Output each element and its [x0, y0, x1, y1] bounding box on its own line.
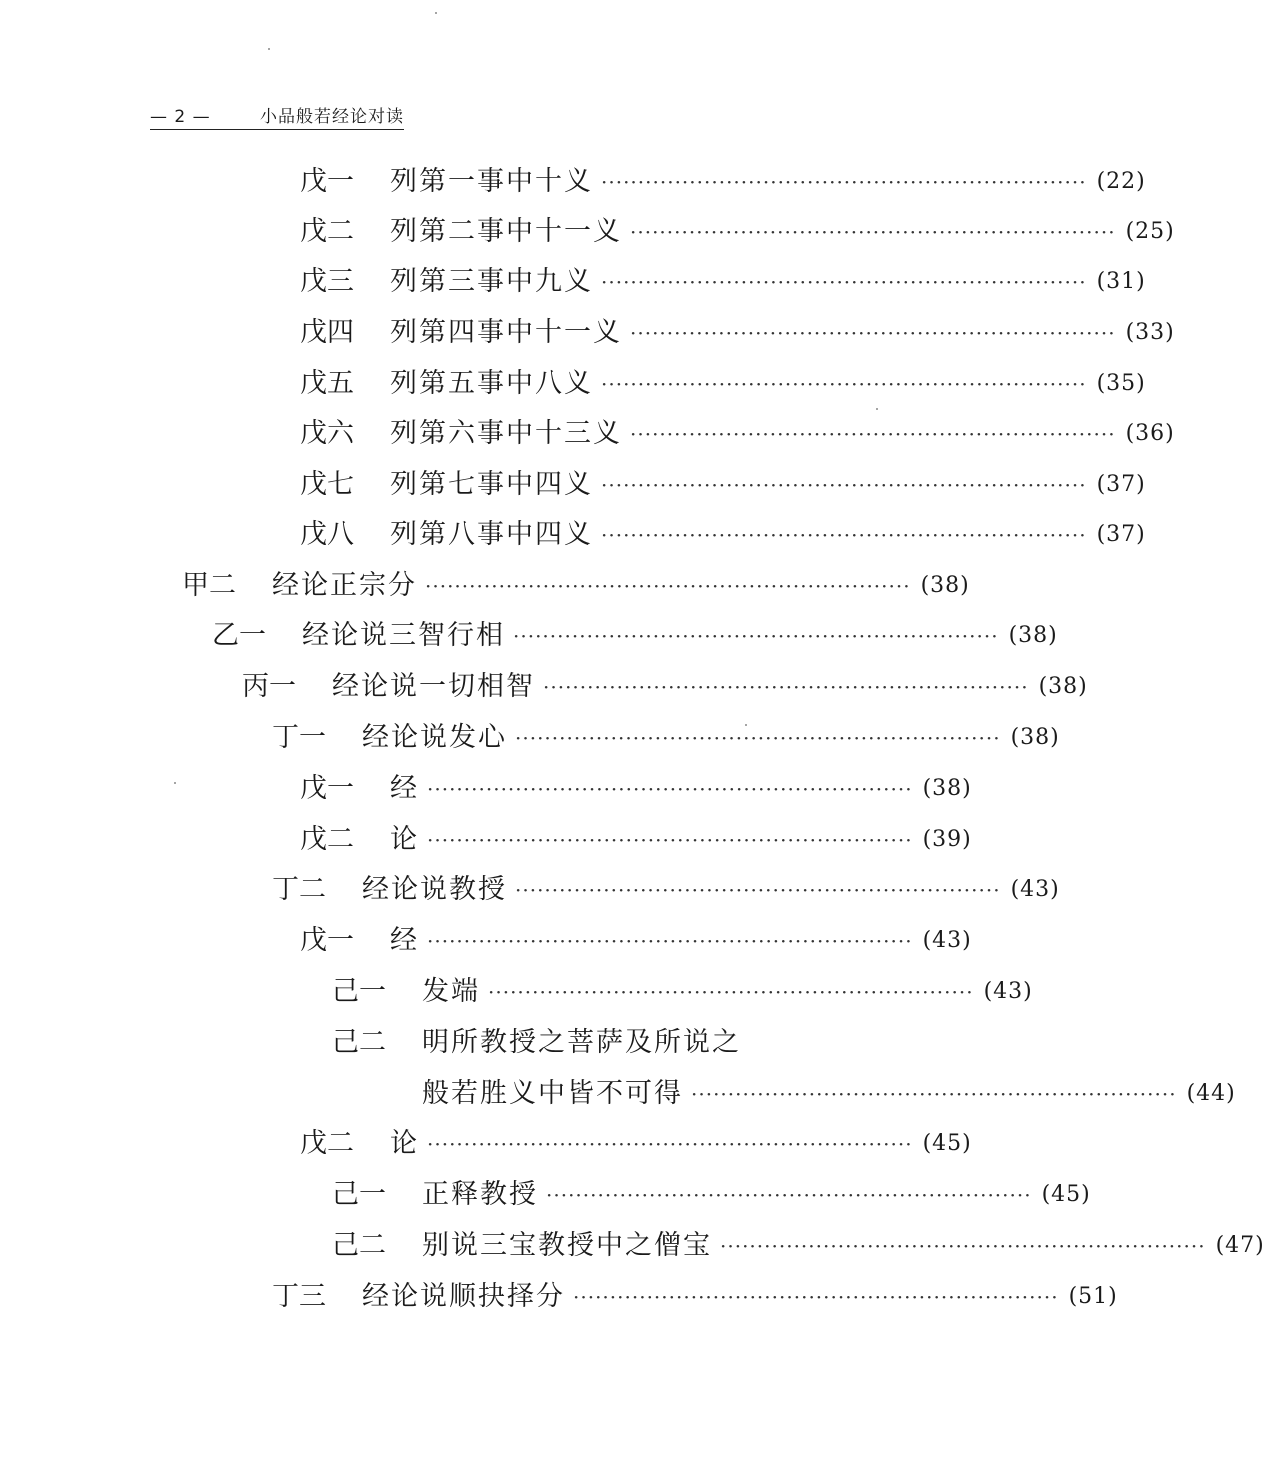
leader-dots: ·································································· [515, 726, 1001, 750]
toc-entry[interactable] [0, 1074, 1236, 1114]
toc-entry-page: (38) [1008, 623, 1058, 648]
toc-entry-page: (45) [922, 1131, 972, 1156]
toc-entry-page: (33) [1125, 320, 1175, 345]
scan-speck [268, 48, 270, 50]
toc-entry[interactable] [0, 262, 1146, 302]
toc-entry-label: 己二 [332, 1230, 386, 1261]
toc-entry[interactable] [0, 212, 1175, 252]
toc-entry-label: 戊七 [300, 469, 354, 500]
toc-entry-title: 列第七事中四义 [390, 469, 593, 500]
toc-entry[interactable] [0, 718, 1060, 758]
toc-entry[interactable] [0, 465, 1146, 505]
toc-entry-label: 己一 [332, 1179, 386, 1210]
toc-entry-label: 丁二 [272, 874, 326, 905]
toc-entry-title: 列第二事中十一义 [390, 216, 622, 247]
toc-entry-page: (36) [1125, 421, 1175, 446]
toc-entry-title: 列第六事中十三义 [390, 418, 622, 449]
scan-speck [435, 12, 437, 14]
toc-entry-page: (51) [1068, 1284, 1118, 1309]
toc-entry-title: 列第一事中十义 [390, 166, 593, 197]
toc-entry-label: 戊二 [300, 824, 354, 855]
toc-entry-page: (25) [1125, 219, 1175, 244]
toc-entry-label: 丁三 [272, 1281, 326, 1312]
toc-entry-title: 列第三事中九义 [390, 266, 593, 297]
leader-dots: ·································································· [427, 777, 913, 801]
toc-entry-label: 己一 [332, 976, 386, 1007]
toc-entry-label: 丁一 [272, 722, 326, 753]
leader-dots: ·································································· [601, 170, 1087, 194]
toc-entry-label: 甲二 [182, 570, 236, 601]
toc-entry-title: 经论说教授 [362, 874, 507, 905]
toc-entry-page: (38) [922, 776, 972, 801]
toc-entry[interactable] [0, 1124, 972, 1164]
toc-entry-page: (38) [920, 573, 970, 598]
leader-dots: ·································································· [630, 422, 1116, 446]
book-title: 小品般若经论对读 [260, 107, 404, 127]
leader-dots: ·································································· [630, 220, 1116, 244]
toc-entry-title: 发端 [422, 976, 480, 1007]
leader-dots: ·································································· [427, 929, 913, 953]
toc-entry-page: (44) [1186, 1081, 1236, 1106]
leader-dots: ·································································· [425, 574, 911, 598]
toc-entry-title: 经论正宗分 [272, 570, 417, 601]
leader-dots: ·································································· [691, 1082, 1177, 1106]
leader-dots: ·································································· [546, 1183, 1032, 1207]
toc-entry[interactable] [0, 1226, 1265, 1266]
toc-entry-title: 经论说顺抉择分 [362, 1281, 565, 1312]
leader-dots: ·································································· [543, 675, 1029, 699]
toc-entry-label: 戊一 [300, 925, 354, 956]
toc-entry-page: (43) [1010, 877, 1060, 902]
toc-entry[interactable] [0, 1023, 887, 1063]
leader-dots: ·································································· [601, 523, 1087, 547]
toc-entry-label: 乙一 [212, 620, 266, 651]
toc-entry-page: (43) [983, 979, 1033, 1004]
toc-entry-page: (38) [1038, 674, 1088, 699]
toc-entry-label: 戊四 [300, 317, 354, 348]
toc-entry[interactable] [0, 1175, 1091, 1215]
toc-entry[interactable] [0, 820, 972, 860]
toc-entry[interactable] [0, 162, 1146, 202]
toc-entry-page: (39) [922, 827, 972, 852]
toc-entry-label: 戊五 [300, 368, 354, 399]
toc-entry-label: 己二 [332, 1027, 386, 1058]
toc-entry-label: 戊一 [300, 166, 354, 197]
toc-entry-title: 列第五事中八义 [390, 368, 593, 399]
toc-entry-page: (43) [922, 928, 972, 953]
toc-entry-title: 列第八事中四义 [390, 519, 593, 550]
page-number: — 2 — [150, 107, 211, 127]
toc-entry-title: 别说三宝教授中之僧宝 [422, 1230, 712, 1261]
leader-dots: ·································································· [427, 828, 913, 852]
toc-entry-page: (45) [1041, 1182, 1091, 1207]
toc-entry[interactable] [0, 616, 1058, 656]
toc-entry-label: 戊八 [300, 519, 354, 550]
toc-entry[interactable] [0, 667, 1088, 707]
toc-entry[interactable] [0, 414, 1175, 454]
leader-dots: ·································································· [488, 980, 974, 1004]
toc-entry[interactable] [0, 515, 1146, 555]
toc-entry[interactable] [0, 972, 1033, 1012]
toc-entry-page: (37) [1096, 472, 1146, 497]
toc-entry-label: 戊三 [300, 266, 354, 297]
toc-entry[interactable] [0, 769, 972, 809]
toc-entry[interactable] [0, 921, 972, 961]
toc-entry-title: 正释教授 [422, 1179, 538, 1210]
toc-entry-title: 论 [390, 1128, 419, 1159]
toc-entry-page: (38) [1010, 725, 1060, 750]
toc-entry-title: 经 [390, 773, 419, 804]
toc-entry[interactable] [0, 870, 1060, 910]
toc-entry-label: 丙一 [242, 671, 296, 702]
toc-entry-title: 论 [390, 824, 419, 855]
leader-dots: ·································································· [601, 372, 1087, 396]
toc-entry-page: (37) [1096, 522, 1146, 547]
leader-dots: ·································································· [427, 1132, 913, 1156]
toc-entry-title: 经论说发心 [362, 722, 507, 753]
toc-entry-title: 经论说三智行相 [302, 620, 505, 651]
toc-entry-page: (22) [1096, 169, 1146, 194]
toc-entry-title: 般若胜义中皆不可得 [422, 1078, 683, 1109]
leader-dots: ·································································· [720, 1234, 1206, 1258]
leader-dots: ·································································· [630, 321, 1116, 345]
toc-entry[interactable] [0, 364, 1146, 404]
toc-entry[interactable] [0, 1277, 1118, 1317]
toc-entry-page: (35) [1096, 371, 1146, 396]
toc-entry-page: (31) [1096, 269, 1146, 294]
scan-speck [174, 782, 176, 784]
toc-entry-page: (47) [1215, 1233, 1265, 1258]
toc-entry[interactable] [0, 313, 1175, 353]
leader-dots: ·································································· [573, 1285, 1059, 1309]
toc-entry-title: 列第四事中十一义 [390, 317, 622, 348]
leader-dots: ·································································· [601, 473, 1087, 497]
leader-dots: ·································································· [513, 624, 999, 648]
toc-entry-title: 经 [390, 925, 419, 956]
toc-entry-title: 经论说一切相智 [332, 671, 535, 702]
scan-speck [876, 408, 878, 410]
toc-entry-label: 戊二 [300, 1128, 354, 1159]
leader-dots: ·································································· [515, 878, 1001, 902]
toc-entry-label: 戊一 [300, 773, 354, 804]
toc-entry-label: 戊六 [300, 418, 354, 449]
scan-speck [745, 724, 747, 726]
toc-entry-title: 明所教授之菩萨及所说之 [422, 1027, 741, 1058]
toc-entry[interactable] [0, 566, 970, 606]
leader-dots: ·································································· [601, 270, 1087, 294]
toc-entry-label: 戊二 [300, 216, 354, 247]
